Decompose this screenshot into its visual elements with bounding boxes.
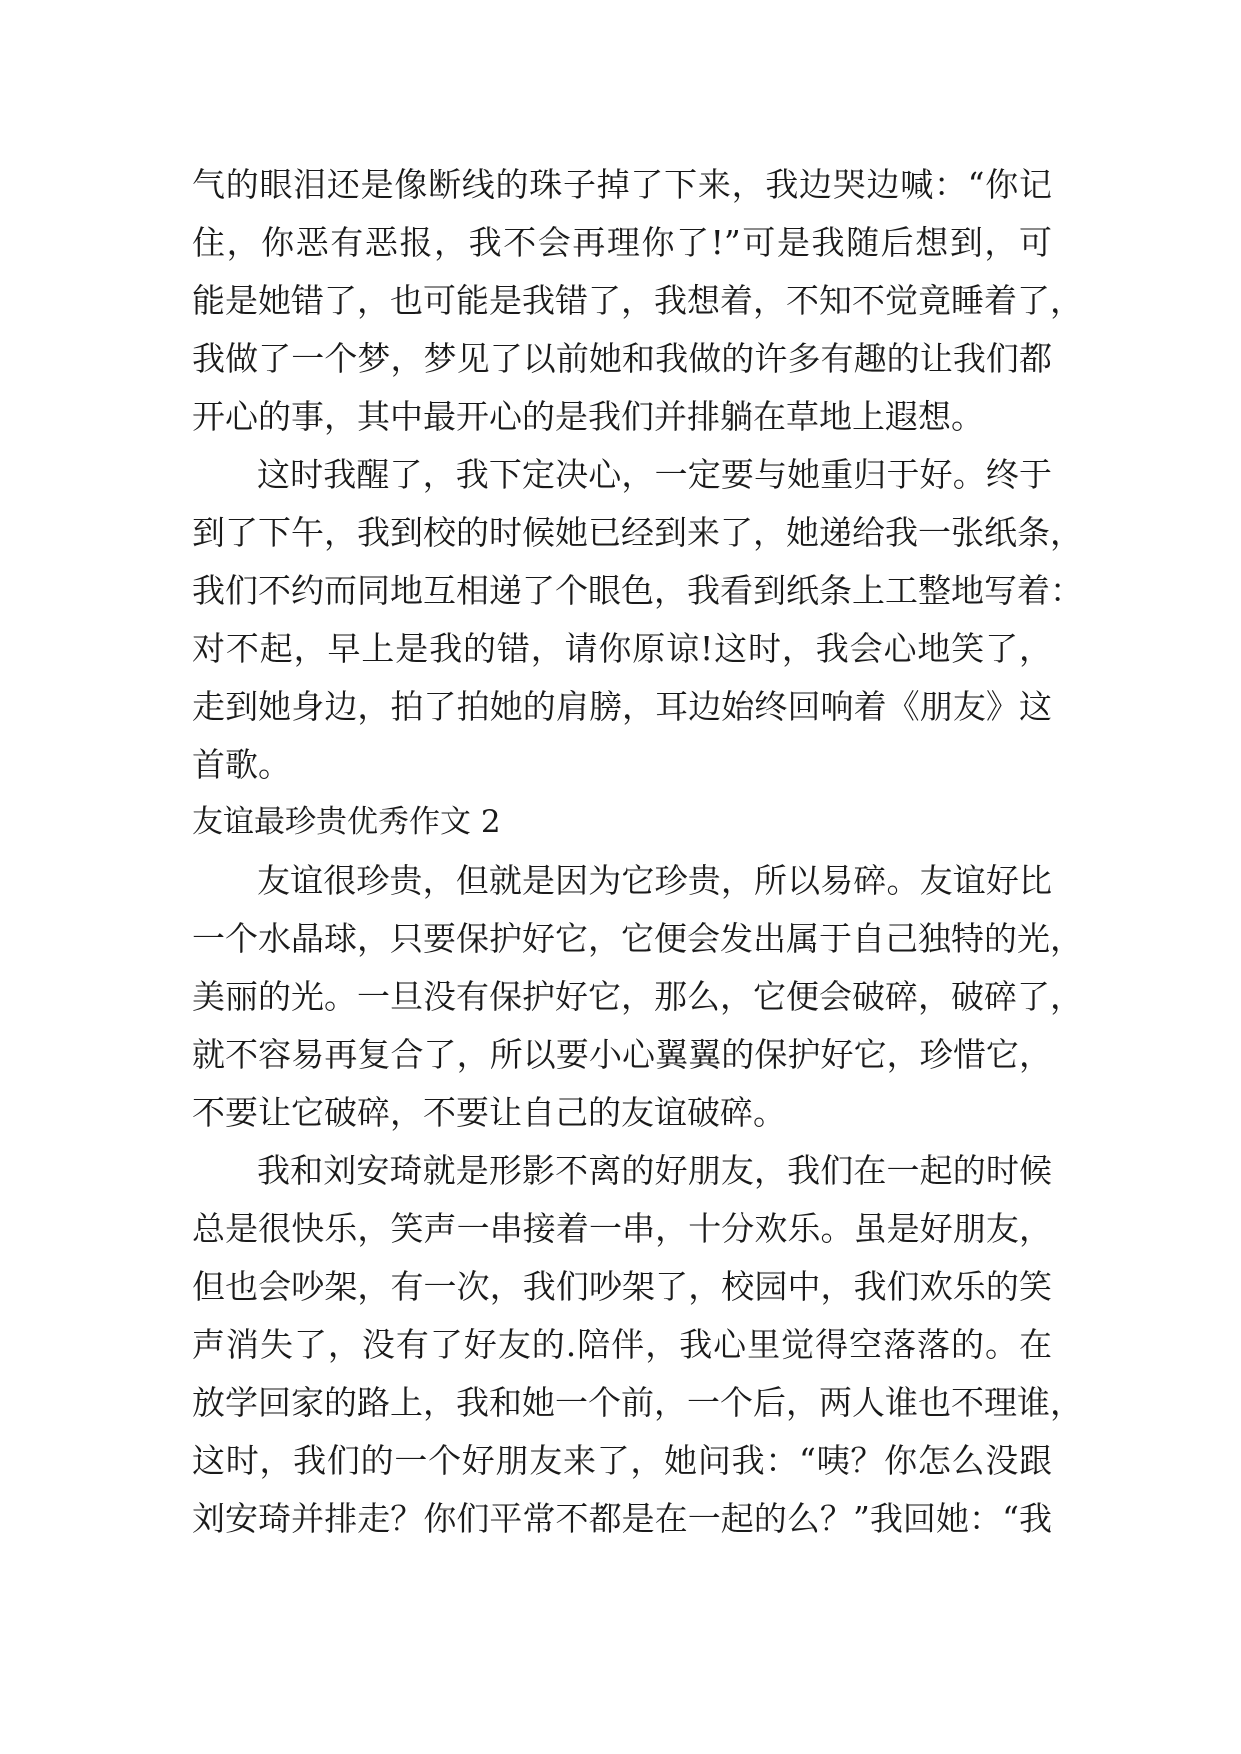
paragraph-3-line-2: 一个水晶球，只要保护好它，它便会发出属于自己独特的光， — [192, 919, 1083, 958]
paragraph-2-line-3: 我们不约而同地互相递了个眼色，我看到纸条上工整地写着： — [192, 571, 1083, 610]
paragraph-4-line-6: 这时，我们的一个好朋友来了，她问我：“咦？你怎么没跟 — [192, 1441, 1052, 1480]
paragraph-1-line-1: 气的眼泪还是像断线的珠子掉了下来，我边哭边喊：“你记 — [192, 165, 1052, 204]
paragraph-2-line-5: 走到她身边，拍了拍她的肩膀，耳边始终回响着《朋友》这 — [192, 687, 1052, 726]
paragraph-4-line-2: 总是很快乐，笑声一串接着一串，十分欢乐。虽是好朋友， — [192, 1209, 1052, 1248]
paragraph-2-line-2: 到了下午，我到校的时候她已经到来了，她递给我一张纸条， — [192, 513, 1083, 552]
paragraph-4-line-4: 声消失了，没有了好友的.陪伴，我心里觉得空落落的。在 — [192, 1325, 1052, 1364]
paragraph-3-line-5: 不要让它破碎，不要让自己的友谊破碎。 — [192, 1093, 786, 1132]
paragraph-3-line-4: 就不容易再复合了，所以要小心翼翼的保护好它，珍惜它， — [192, 1035, 1052, 1074]
paragraph-4-line-1: 我和刘安琦就是形影不离的好朋友，我们在一起的时候 — [257, 1151, 1052, 1190]
paragraph-2-line-4: 对不起，早上是我的错，请你原谅!这时，我会心地笑了， — [192, 629, 1052, 668]
paragraph-1-line-2: 住，你恶有恶报，我不会再理你了!”可是我随后想到，可 — [192, 223, 1052, 262]
paragraph-4-line-7: 刘安琦并排走？你们平常不都是在一起的么？”我回她：“我 — [192, 1499, 1052, 1538]
paragraph-4-line-3: 但也会吵架，有一次，我们吵架了，校园中，我们欢乐的笑 — [192, 1267, 1052, 1306]
paragraph-1-line-3: 能是她错了，也可能是我错了，我想着，不知不觉竟睡着了， — [192, 281, 1083, 320]
paragraph-2-line-1: 这时我醒了，我下定决心，一定要与她重归于好。终于 — [257, 455, 1052, 494]
section-heading: 友谊最珍贵优秀作文 2 — [192, 804, 501, 840]
paragraph-3-line-3: 美丽的光。一旦没有保护好它，那么，它便会破碎，破碎了， — [192, 977, 1083, 1016]
paragraph-3-line-1: 友谊很珍贵，但就是因为它珍贵，所以易碎。友谊好比 — [257, 861, 1052, 900]
paragraph-1-line-4: 我做了一个梦，梦见了以前她和我做的许多有趣的让我们都 — [192, 339, 1052, 378]
paragraph-1-line-5: 开心的事，其中最开心的是我们并排躺在草地上遐想。 — [192, 397, 984, 436]
paragraph-2-line-6: 首歌。 — [192, 745, 291, 784]
paragraph-4-line-5: 放学回家的路上，我和她一个前，一个后，两人谁也不理谁， — [192, 1383, 1083, 1422]
